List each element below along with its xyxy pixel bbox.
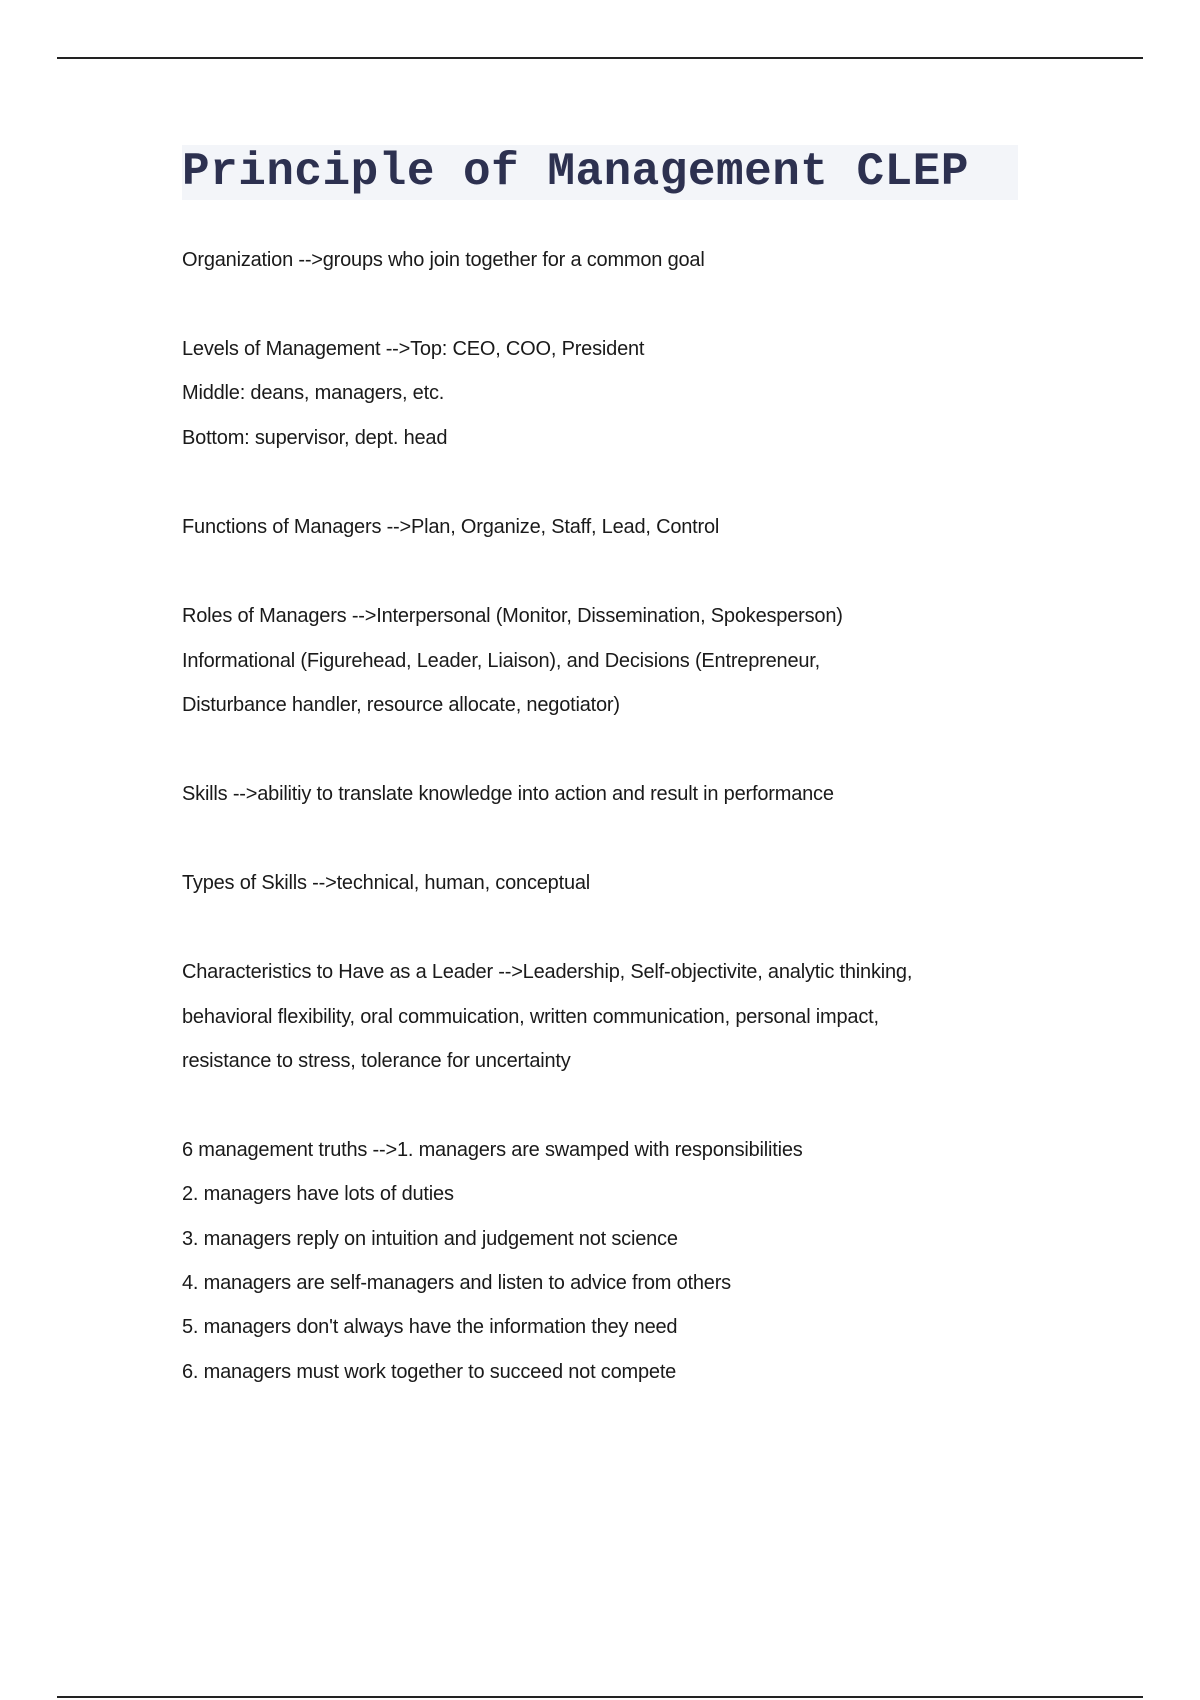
text-line: 4. managers are self-managers and listen to advice from others xyxy=(182,1272,731,1294)
text-line: Informational (Figurehead, Leader, Liaison), and Decisions (Entrepreneur, xyxy=(182,650,820,672)
text-line: Functions of Managers -->Plan, Organize, Staff, Lead, Control xyxy=(182,516,720,538)
text-line: resistance to stress, tolerance for uncertainty xyxy=(182,1050,571,1072)
text-line: 6. managers must work together to succeed not compete xyxy=(182,1361,677,1383)
text-line: 2. managers have lots of duties xyxy=(182,1183,454,1205)
text-line: Roles of Managers -->Interpersonal (Monitor, Dissemination, Spokesperson) xyxy=(182,605,843,627)
text-line: 3. managers reply on intuition and judgement not science xyxy=(182,1228,678,1250)
text-line: Levels of Management -->Top: CEO, COO, President xyxy=(182,338,645,360)
text-line: Skills -->abilitiy to translate knowledge into action and result in performance xyxy=(182,783,834,805)
text-line: 5. managers don't always have the information they need xyxy=(182,1316,678,1338)
text-line: behavioral flexibility, oral commuication, written communication, personal impact, xyxy=(182,1006,879,1028)
text-line: 6 management truths -->1. managers are swamped with responsibilities xyxy=(182,1139,803,1161)
text-line: Organization -->groups who join together for a common goal xyxy=(182,249,705,271)
bottom-rule xyxy=(57,1696,1143,1698)
text-line: Characteristics to Have as a Leader -->Leadership, Self-objectivite, analytic thinking, xyxy=(182,961,913,983)
text-line: Bottom: supervisor, dept. head xyxy=(182,427,448,449)
page-title: Principle of Management CLEP xyxy=(182,146,969,198)
text-line: Disturbance handler, resource allocate, negotiator) xyxy=(182,694,620,716)
top-rule xyxy=(57,57,1143,59)
text-line: Types of Skills -->technical, human, conceptual xyxy=(182,872,591,894)
text-line: Middle: deans, managers, etc. xyxy=(182,382,445,404)
